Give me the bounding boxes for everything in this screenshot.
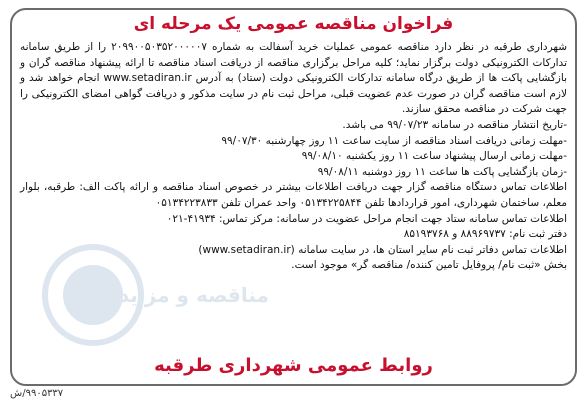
- notice-body: [20, 40, 567, 338]
- notice-profile-section: بخش «ثبت نام/ پروفایل تامین کننده/ مناقصه گر» موجود است.: [291, 259, 567, 272]
- notice-setad-contact: اطلاعات تماس سامانه ستاد جهت انجام مراحل عضویت در سامانه: مرکز تماس: ۴۱۹۳۴-۰۲۱: [166, 212, 567, 225]
- public-relations-signature: روابط عمومی شهرداری طرقبه: [154, 355, 433, 376]
- notice-proposal-deadline: -مهلت زمانی ارسال پیشنهاد ساعت ۱۱ روز یکشنبه ۹۹/۰۸/۱۰: [301, 150, 567, 163]
- notice-publish-date: -تاریخ انتشار مناقصه در سامانه ۹۹/۰۷/۲۳ می باشد.: [342, 118, 567, 131]
- notice-paragraph-intro: شهرداری طرقبه در نظر دارد مناقصه عمومی عملیات خرید آسفالت به شماره ۲۰۹۹۰۰۵۰۳۵۲۰۰۰۰۰۷ را از طریق سامانه تدارکات الکترونیکی دولت برگزار نماید؛ کلیه مراحل برگزاری مناقصه از دریافت اسناد مناقصه تا ارائه پیشنهاد مناقصه گران و بازگشایی پاکت ها از طریق درگاه سامانه تدارکات الکترونیکی دولت (ستاد) به آدرس www.setadiran.ir انجام خواهد شد و لازم است مناقصه گران در صورت عدم عضویت قبلی، مراحل ثبت نام در سایت مذکور و دریافت گواهی امضای الکترونیکی را جهت شرکت در مناقصه محقق سازند.: [20, 41, 567, 116]
- notice-code: ۹۹۰۵۳۳۷/ش: [10, 388, 64, 399]
- notice-provincial-offices: اطلاعات تماس دفاتر ثبت نام سایر استان ها، در سایت سامانه (www.setadiran.ir): [198, 243, 567, 256]
- notice-tenderer-contact: اطلاعات تماس دستگاه مناقصه گزار جهت دریافت اطلاعات بیشتر در خصوص اسناد مناقصه و ارائه پاکت الف: طرقبه، بلوار معلم، ساختمان شهرداری، امور قراردادها تلفن ۰۵۱۳۴۲۲۵۸۴۴ واحد عمران تلفن ۰۵۱۳۴۲۲۳۸۳۳: [20, 181, 567, 209]
- notice-opening-time: -زمان بازگشایی پاکت ها ساعت ۱۱ روز دوشنبه ۹۹/۰۸/۱۱: [317, 165, 567, 178]
- notice-registration-office: دفتر ثبت نام: ۸۸۹۶۹۷۳۷ و ۸۵۱۹۳۷۶۸: [403, 228, 567, 241]
- notice-title: فراخوان مناقصه عمومی یک مرحله ای: [133, 14, 454, 34]
- notice-frame: [10, 8, 577, 386]
- notice-document-deadline: -مهلت زمانی دریافت اسناد مناقصه از سایت ساعت ۱۱ روز چهارشنبه ۹۹/۰۷/۳۰: [221, 134, 567, 147]
- watermark-text: مناقصه و مزایده: [107, 283, 269, 307]
